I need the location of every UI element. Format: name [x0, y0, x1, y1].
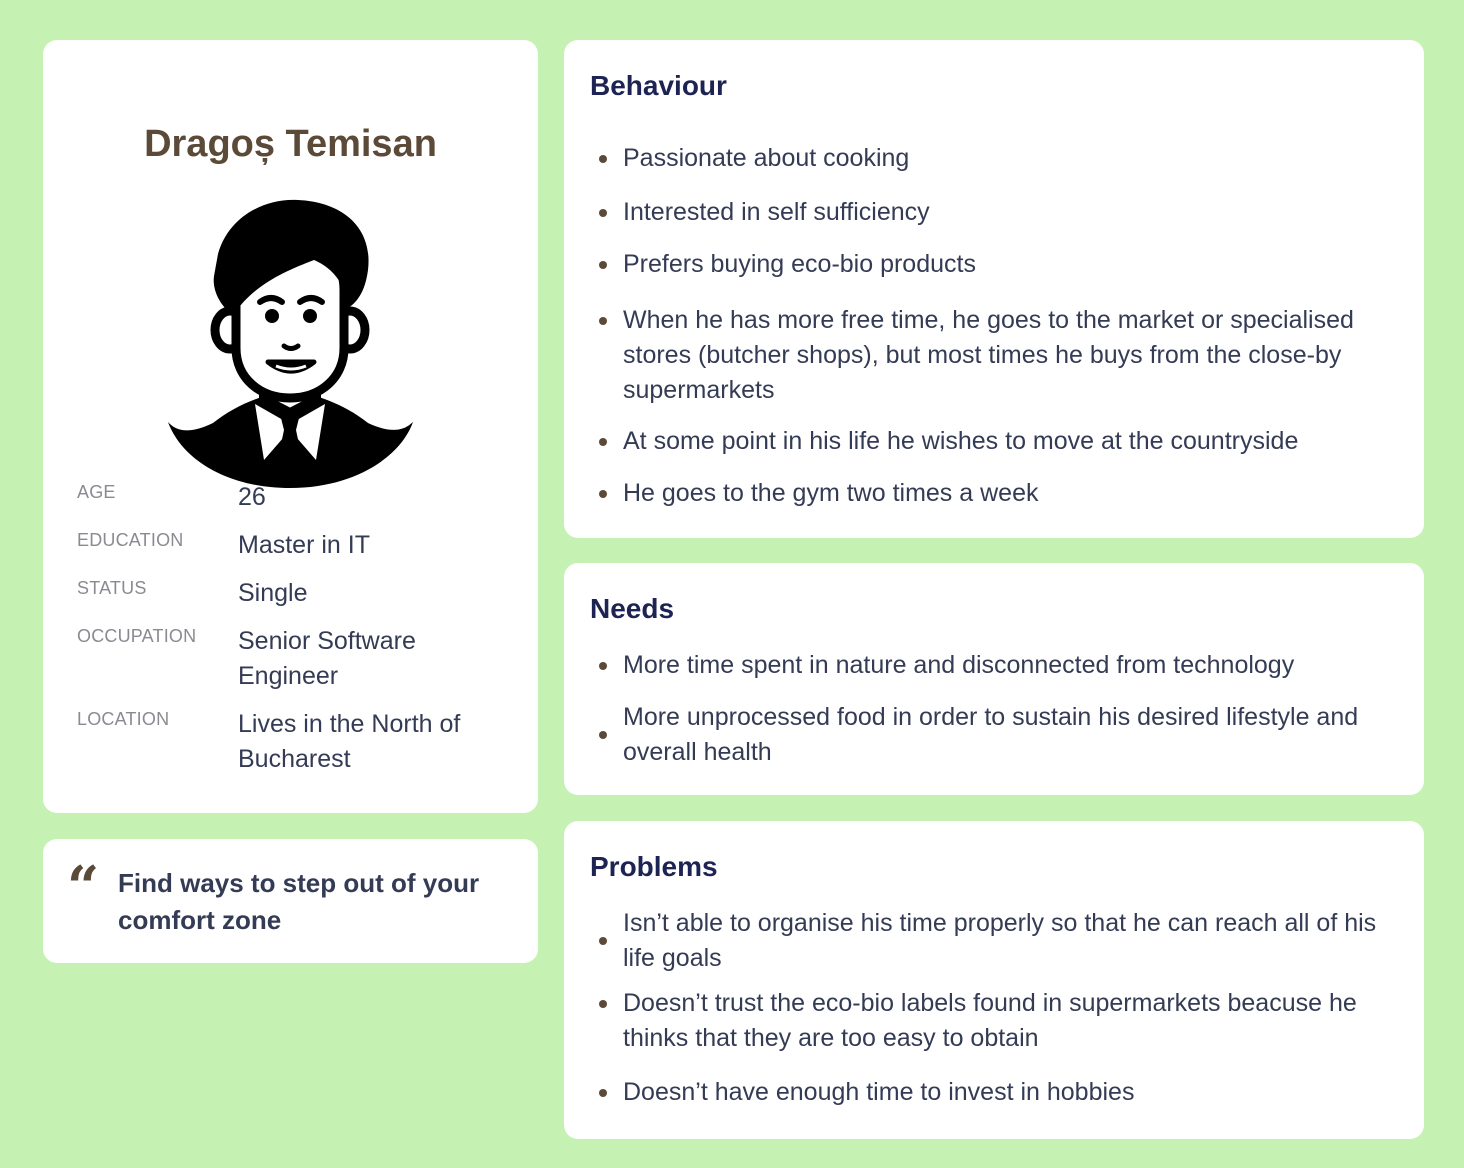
list-item-text: Interested in self sufficiency	[623, 198, 930, 226]
info-value: Single	[238, 579, 308, 607]
bullet-icon	[599, 261, 607, 269]
section-title: Needs	[590, 593, 675, 624]
quote-text: Find ways to step out of your comfort zone	[118, 868, 480, 935]
section-title: Behaviour	[590, 70, 727, 101]
info-label: EDUCATION	[77, 530, 184, 550]
bullet-icon	[599, 731, 607, 739]
info-label: STATUS	[77, 578, 147, 598]
section-title: Problems	[590, 851, 718, 882]
info-value: 26	[238, 483, 266, 511]
bullet-icon	[599, 1000, 607, 1008]
bullet-icon	[599, 155, 607, 163]
bullet-icon	[599, 937, 607, 945]
persona-profile-card	[43, 40, 538, 813]
info-label: OCCUPATION	[77, 626, 197, 646]
info-value: Master in IT	[238, 531, 370, 559]
info-value: Lives in the North of Bucharest	[238, 710, 461, 773]
list-item-text: When he has more free time, he goes to the market or specialised stores (butcher shops), but most times he buys from the close-by supermarkets	[623, 306, 1354, 404]
problems-card	[564, 821, 1424, 1139]
quote-card	[43, 839, 538, 963]
list-item-text: At some point in his life he wishes to move at the countryside	[623, 427, 1299, 455]
list-item-text: Prefers buying eco-bio products	[623, 250, 976, 278]
list-item-text: He goes to the gym two times a week	[623, 479, 1039, 507]
list-item-text: More time spent in nature and disconnected from technology	[623, 651, 1295, 679]
list-item-text: Passionate about cooking	[623, 144, 910, 172]
bullet-icon	[599, 317, 607, 325]
list-item-text: Doesn’t trust the eco-bio labels found in supermarkets beacuse he thinks that they are too easy to obtain	[623, 989, 1357, 1052]
businessman-avatar-icon	[168, 198, 413, 490]
bullet-icon	[599, 438, 607, 446]
list-item-text: More unprocessed food in order to sustain his desired lifestyle and overall health	[623, 703, 1359, 766]
bullet-icon	[599, 662, 607, 670]
quote-icon: “	[67, 854, 100, 920]
needs-card	[564, 563, 1424, 795]
info-value: Senior Software Engineer	[238, 627, 416, 690]
bullet-icon	[599, 209, 607, 217]
persona-name: Dragoș Temisan	[144, 123, 437, 165]
info-label: AGE	[77, 482, 116, 502]
behaviour-card	[564, 40, 1424, 538]
list-item-text: Doesn’t have enough time to invest in hobbies	[623, 1078, 1135, 1106]
bullet-icon	[599, 490, 607, 498]
info-label: LOCATION	[77, 709, 170, 729]
list-item-text: Isn’t able to organise his time properly so that he can reach all of his life goals	[623, 909, 1377, 972]
bullet-icon	[599, 1089, 607, 1097]
